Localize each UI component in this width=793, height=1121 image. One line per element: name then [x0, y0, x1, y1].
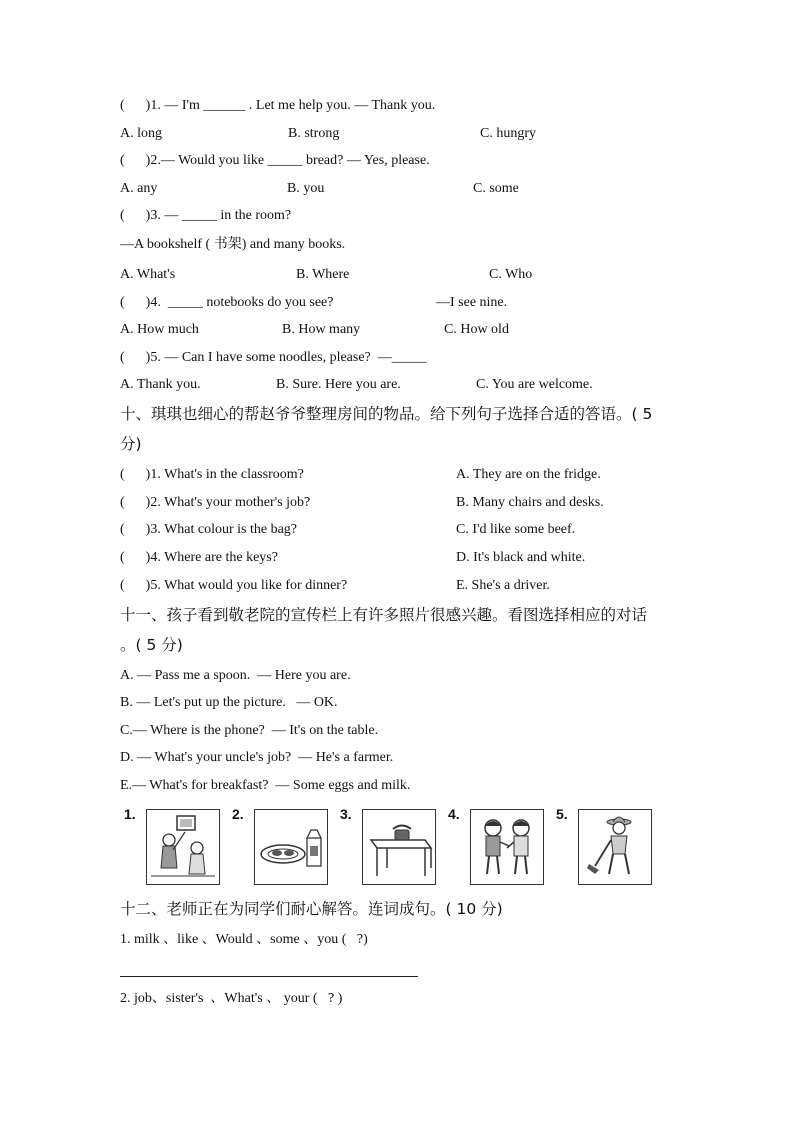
q10-4: ( )4. Where are the keys? — [120, 550, 278, 565]
answer-line[interactable] — [120, 976, 418, 977]
q9-2-option-a: A. any — [120, 181, 158, 196]
q9-3-option-b: B. Where — [296, 267, 350, 282]
picture-4-number: 4. — [448, 806, 460, 822]
q12-1: 1. milk 、like 、Would 、some 、you ( ?) — [120, 932, 368, 947]
q9-2-option-c: C. some — [473, 181, 519, 196]
q11-option-a: A. — Pass me a spoon. — Here you are. — [120, 668, 351, 683]
q9-2-option-b: B. you — [287, 181, 325, 196]
q9-5-option-c: C. You are welcome. — [476, 377, 593, 392]
hanging-picture-icon — [146, 809, 220, 885]
picture-row — [122, 806, 662, 886]
q10-answer-d: D. It's black and white. — [456, 550, 586, 565]
q10-5: ( )5. What would you like for dinner? — [120, 578, 348, 593]
q9-1-option-b: B. strong — [288, 126, 340, 141]
picture-5-number: 5. — [556, 806, 568, 822]
q12-2: 2. job、sister's 、What's 、 your ( ? ) — [120, 991, 343, 1006]
q9-3-option-a: A. What's — [120, 267, 176, 282]
q10-answer-c: C. I'd like some beef. — [456, 522, 576, 537]
section-11-title-cont: 。( 5 分) — [120, 636, 183, 654]
picture-2-number: 2. — [232, 806, 244, 822]
q10-1: ( )1. What's in the classroom? — [120, 467, 304, 482]
q9-4-option-c: C. How old — [444, 322, 509, 337]
section-12-title: 十二、老师正在为同学们耐心解答。连词成句。( 10 分) — [120, 900, 503, 918]
q9-1-stem: ( )1. — I'm ______ . Let me help you. — Thank you. — [120, 98, 436, 113]
picture-1-number: 1. — [124, 806, 136, 822]
section-11-title: 十一、孩子看到敬老院的宣传栏上有许多照片很感兴趣。看图选择相应的对话 — [120, 606, 648, 624]
q9-2-stem: ( )2.— Would you like _____ bread? — Yes, please. — [120, 153, 430, 168]
q9-3-option-c: C. Who — [489, 267, 533, 282]
q10-3: ( )3. What colour is the bag? — [120, 522, 298, 537]
picture-3-number: 3. — [340, 806, 352, 822]
section-10-title-cont: 分) — [120, 435, 142, 453]
q9-4-reply: —I see nine. — [436, 295, 508, 310]
q10-answer-b: B. Many chairs and desks. — [456, 495, 604, 510]
section-10-title: 十、琪琪也细心的帮赵爷爷整理房间的物品。给下列句子选择合适的答语。( 5 — [120, 405, 653, 423]
breakfast-plate-milk-icon — [254, 809, 328, 885]
q9-4-option-a: A. How much — [120, 322, 199, 337]
phone-on-table-icon — [362, 809, 436, 885]
q10-2: ( )2. What's your mother's job? — [120, 495, 311, 510]
q9-5-option-b: B. Sure. Here you are. — [276, 377, 401, 392]
q10-answer-a: A. They are on the fridge. — [456, 467, 601, 482]
q9-3-stem: ( )3. — _____ in the room? — [120, 208, 292, 223]
q9-5-stem: ( )5. — Can I have some noodles, please? —_____ — [120, 350, 427, 365]
q11-option-b: B. — Let's put up the picture. — OK. — [120, 695, 338, 710]
q9-1-option-c: C. hungry — [480, 126, 536, 141]
q9-1-option-a: A. long — [120, 126, 162, 141]
q9-4-option-b: B. How many — [282, 322, 361, 337]
q10-answer-e: E. She's a driver. — [456, 578, 550, 593]
q9-3-stem-reply: —A bookshelf ( 书架) and many books. — [120, 237, 346, 252]
q11-option-e: E.— What's for breakfast? — Some eggs and milk. — [120, 778, 411, 793]
two-children-icon — [470, 809, 544, 885]
q9-4-stem: ( )4. _____ notebooks do you see? — [120, 295, 334, 310]
farmer-with-hoe-icon — [578, 809, 652, 885]
q11-option-c: C.— Where is the phone? — It's on the table. — [120, 723, 379, 738]
q11-option-d: D. — What's your uncle's job? — He's a farmer. — [120, 750, 394, 765]
q9-5-option-a: A. Thank you. — [120, 377, 201, 392]
